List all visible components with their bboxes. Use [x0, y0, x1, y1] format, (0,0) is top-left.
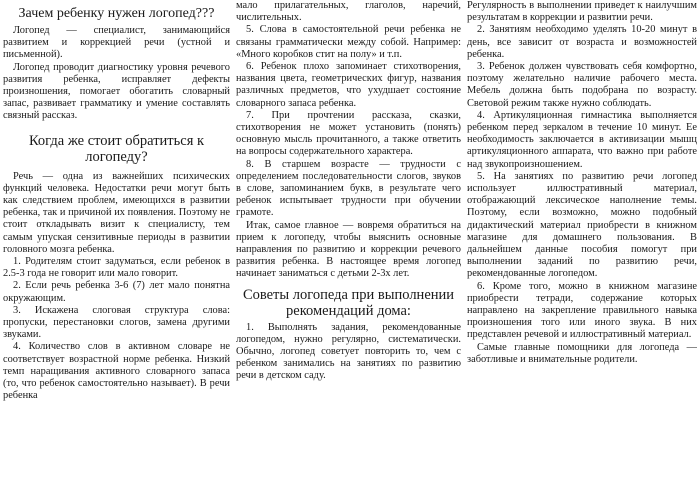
closing-note: Самые главные помощники для логопеда — заботливые и внимательные родители.: [467, 341, 697, 365]
list-item-3: 3. Искажена слоговая структура слова: пропуски, перестановки слогов, замена другими звуками.: [3, 304, 230, 341]
heading-when-to-visit: Когда же стоит обратиться к логопеду?: [28, 132, 205, 165]
column-right: [467, 0, 697, 486]
list-item-1: 1. Родителям стоит задуматься, если ребенок в 2.5-3 года не говорит или мало говорит.: [3, 256, 230, 280]
heading-why-speech-therapist: Зачем ребенку нужен логопед???: [18, 6, 215, 21]
list-item-2: 2. Если речь ребенка 3-6 (7) лет мало понятна окружающим.: [3, 280, 230, 304]
tip-item-6: 6. Кроме того, можно в книжном магазине приобрести тетради, содержание которых направлено на закрепление правильного навыка произношения того или иного звука. В них представлен речевой и иллюстративный материал.: [467, 280, 697, 341]
tip-item-2: 2. Занятиям необходимо уделять 10-20 минут в день, все зависит от возраста и возможностей ребенка.: [467, 24, 697, 60]
heading-home-tips: Советы логопеда при выполнении рекомендаций дома:: [242, 286, 455, 319]
paragraph-definition: Логопед — специалист, занимающийся развитием и коррекцией речи (устной и письменной).: [3, 25, 230, 61]
column-left: [3, 0, 230, 486]
list-item-4: 4. Количество слов в активном словаре не соответствует возрастной норме ребенка. Низкий темп наращивания активного словарного запаса (то, что ребенок самостоятельно называет). В речи ребенка: [3, 341, 230, 402]
tip-item-4: 4. Артикуляционная гимнастика выполняется ребенком перед зеркалом в течение 10 минут. Ее необходимость заключается в активизации мышц артикуляционного аппарата, что важно при работе над звукопроизношением.: [467, 109, 697, 170]
list-item-4-continued: мало прилагательных, глаголов, наречий, числительных.: [236, 0, 461, 24]
tip-item-1-continued: Регулярность в выполнении приведет к наилучшим результатам в коррекции и развитии речи.: [467, 0, 697, 24]
list-item-7: 7. При прочтении рассказа, сказки, стихотворения не может установить (понять) основную мысль прочитанного, а также ответить на вопросы содержательного характера.: [236, 109, 461, 158]
paragraph-diagnostics: Логопед проводит диагностику уровня речевого развития ребенка, исправляет дефекты произношения, помогает обогатить словарный запас, развивает грамматику и умение составлять связный рассказ.: [3, 61, 230, 122]
paragraph-conclusion: Итак, самое главное — вовремя обратиться на прием к логопеду, чтобы выяснить основные направления по развитию и коррекции речевого развития ребенка. В настоящее время логопед начинает заниматься с детьми 2-3х лет.: [236, 219, 461, 280]
tip-item-3: 3. Ребенок должен чувствовать себя комфортно, поэтому желательно наличие рабочего места. Мебель должна быть подобрана по возрасту. Световой режим также нужно соблюдать.: [467, 61, 697, 109]
tip-item-5: 5. На занятиях по развитию речи логопед использует иллюстративный материал, отображающий лексическое наполнение темы. Поэтому, если возможно, можно подобный дидактический материал приобрести в книжном магазине для домашнего пользования. В дальнейшем данные пособия помогут при выполнении заданий по развитию речи, рекомендованные логопедом.: [467, 170, 697, 280]
column-middle: [236, 0, 461, 486]
list-item-8: 8. В старшем возрасте — трудности с определением последовательности слогов, звуков в слове, запоминанием букв, в результате чего ребенок испытывает трудности при обучении грамоте.: [236, 158, 461, 219]
list-item-6: 6. Ребенок плохо запоминает стихотворения, названия цвета, геометрических фигур, названия различных предметов, что ухудшает состояние словарного запаса ребенка.: [236, 61, 461, 109]
paragraph-speech-function: Речь — одна из важнейших психических функций человека. Недостатки речи могут быть как следствием проблем, имеющихся в развитии ребенка, так и причиной их появления. Поэтому не стоит откладывать визит к специалисту, тем самым упуская сензитивные периоды в развитии головного мозга ребенка.: [3, 170, 230, 255]
tip-item-1: 1. Выполнять задания, рекомендованные логопедом, нужно регулярно, систематически. Обычно, логопед советует повторить то, чем с ребенком занимались на занятиях по развитию речи в детском саду.: [236, 321, 461, 382]
list-item-5: 5. Слова в самостоятельной речи ребенка не связаны грамматически между собой. Например: «Много коробков стит на полу» и т.п.: [236, 24, 461, 60]
